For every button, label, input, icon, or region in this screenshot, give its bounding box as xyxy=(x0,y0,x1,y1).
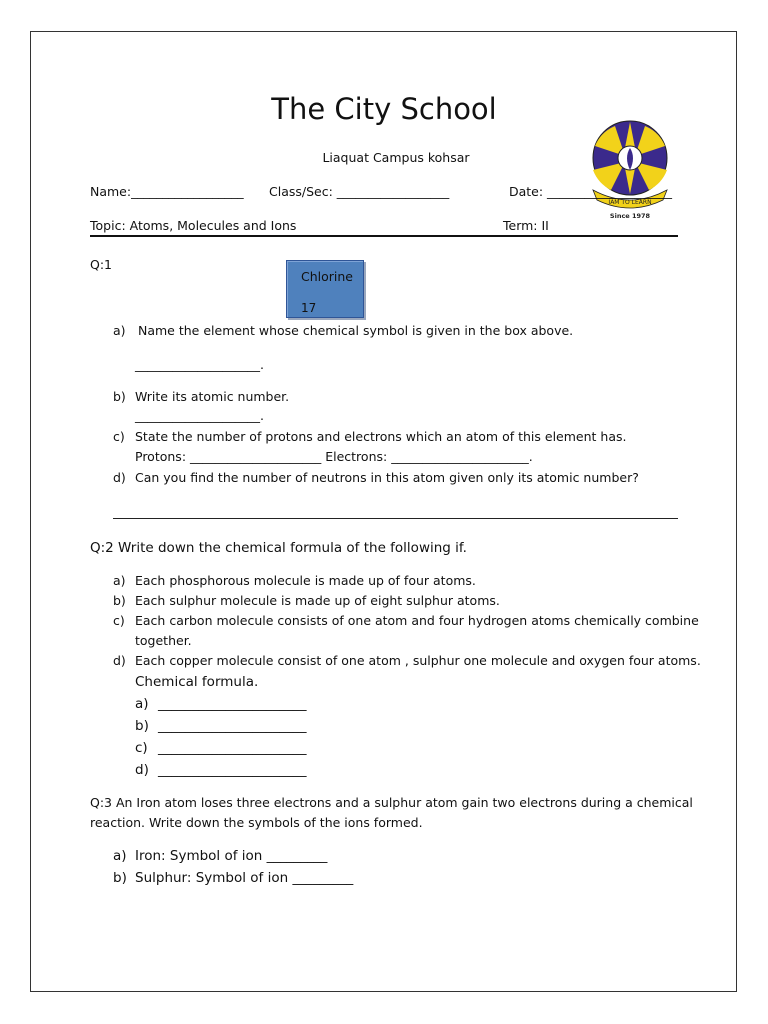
q1-b-text: Write its atomic number. xyxy=(135,389,290,404)
svg-text:Since 1978: Since 1978 xyxy=(609,212,651,220)
q3-b-letter: b) xyxy=(113,870,127,886)
svg-text:IAM TO LEARN: IAM TO LEARN xyxy=(608,199,652,206)
header-divider xyxy=(90,235,678,237)
q2-c-text-cont: together. xyxy=(135,633,192,648)
q2-answer-c-letter: c) xyxy=(135,740,148,756)
q3-a-letter: a) xyxy=(113,848,127,864)
q1-b-answer[interactable]: ____________________. xyxy=(135,408,264,423)
q2-b-letter: b) xyxy=(113,593,126,608)
q1-c-text: State the number of protons and electrons which an atom of this element has. xyxy=(135,429,627,444)
element-symbol: Chlorine xyxy=(301,269,353,284)
q2-c-letter: c) xyxy=(113,613,125,628)
element-number: 17 xyxy=(301,301,317,315)
class-field[interactable]: Class/Sec: __________________ xyxy=(269,184,450,199)
q2-answer-c[interactable]: ______________________ xyxy=(158,740,307,756)
q2-answer-b-letter: b) xyxy=(135,718,149,734)
q1-b-letter: b) xyxy=(113,389,126,404)
q3-text-line1: Q:3 An Iron atom loses three electrons and a sulphur atom gain two electrons during a chemical xyxy=(90,795,693,810)
q1-a-letter: a) xyxy=(113,323,126,338)
name-field[interactable]: Name:__________________ xyxy=(90,184,244,199)
q2-heading: Q:2 Write down the chemical formula of the following if. xyxy=(90,540,467,556)
q1-c-answer[interactable]: Protons: _____________________ Electrons: ______________________. xyxy=(135,449,533,464)
q2-d-text: Each copper molecule consist of one atom , sulphur one molecule and oxygen four atoms. xyxy=(135,653,701,668)
q1-c-letter: c) xyxy=(113,429,125,444)
q1-label: Q:1 xyxy=(90,257,113,272)
q2-answer-d[interactable]: ______________________ xyxy=(158,762,307,778)
q3-a-text[interactable]: Iron: Symbol of ion _________ xyxy=(135,848,328,864)
q3-text-line2: reaction. Write down the symbols of the ions formed. xyxy=(90,815,423,830)
q2-b-text: Each sulphur molecule is made up of eight sulphur atoms. xyxy=(135,593,500,608)
q2-a-text: Each phosphorous molecule is made up of four atoms. xyxy=(135,573,476,588)
q2-c-text: Each carbon molecule consists of one atom and four hydrogen atoms chemically combine xyxy=(135,613,699,628)
element-box xyxy=(286,260,364,318)
q2-a-letter: a) xyxy=(113,573,126,588)
q1-a-answer[interactable]: ____________________. xyxy=(135,357,264,372)
school-logo xyxy=(585,118,675,222)
school-title: The City School xyxy=(271,92,497,126)
q2-d-letter: d) xyxy=(113,653,126,668)
term: Term: II xyxy=(503,218,549,233)
q1-d-answer-line[interactable] xyxy=(113,518,678,519)
q3-b-text[interactable]: Sulphur: Symbol of ion _________ xyxy=(135,870,354,886)
q1-a-text: Name the element whose chemical symbol is given in the box above. xyxy=(138,323,574,338)
formula-label: Chemical formula. xyxy=(135,674,259,690)
q2-answer-b[interactable]: ______________________ xyxy=(158,718,307,734)
q1-d-text: Can you find the number of neutrons in this atom given only its atomic number? xyxy=(135,470,639,485)
date-field[interactable]: Date: ____________________ xyxy=(509,184,673,199)
q2-answer-d-letter: d) xyxy=(135,762,149,778)
q1-d-letter: d) xyxy=(113,470,126,485)
q2-answer-a-letter: a) xyxy=(135,696,149,712)
q2-answer-a[interactable]: ______________________ xyxy=(158,696,307,712)
campus-name: Liaquat Campus kohsar xyxy=(322,150,470,165)
topic: Topic: Atoms, Molecules and Ions xyxy=(90,218,297,233)
